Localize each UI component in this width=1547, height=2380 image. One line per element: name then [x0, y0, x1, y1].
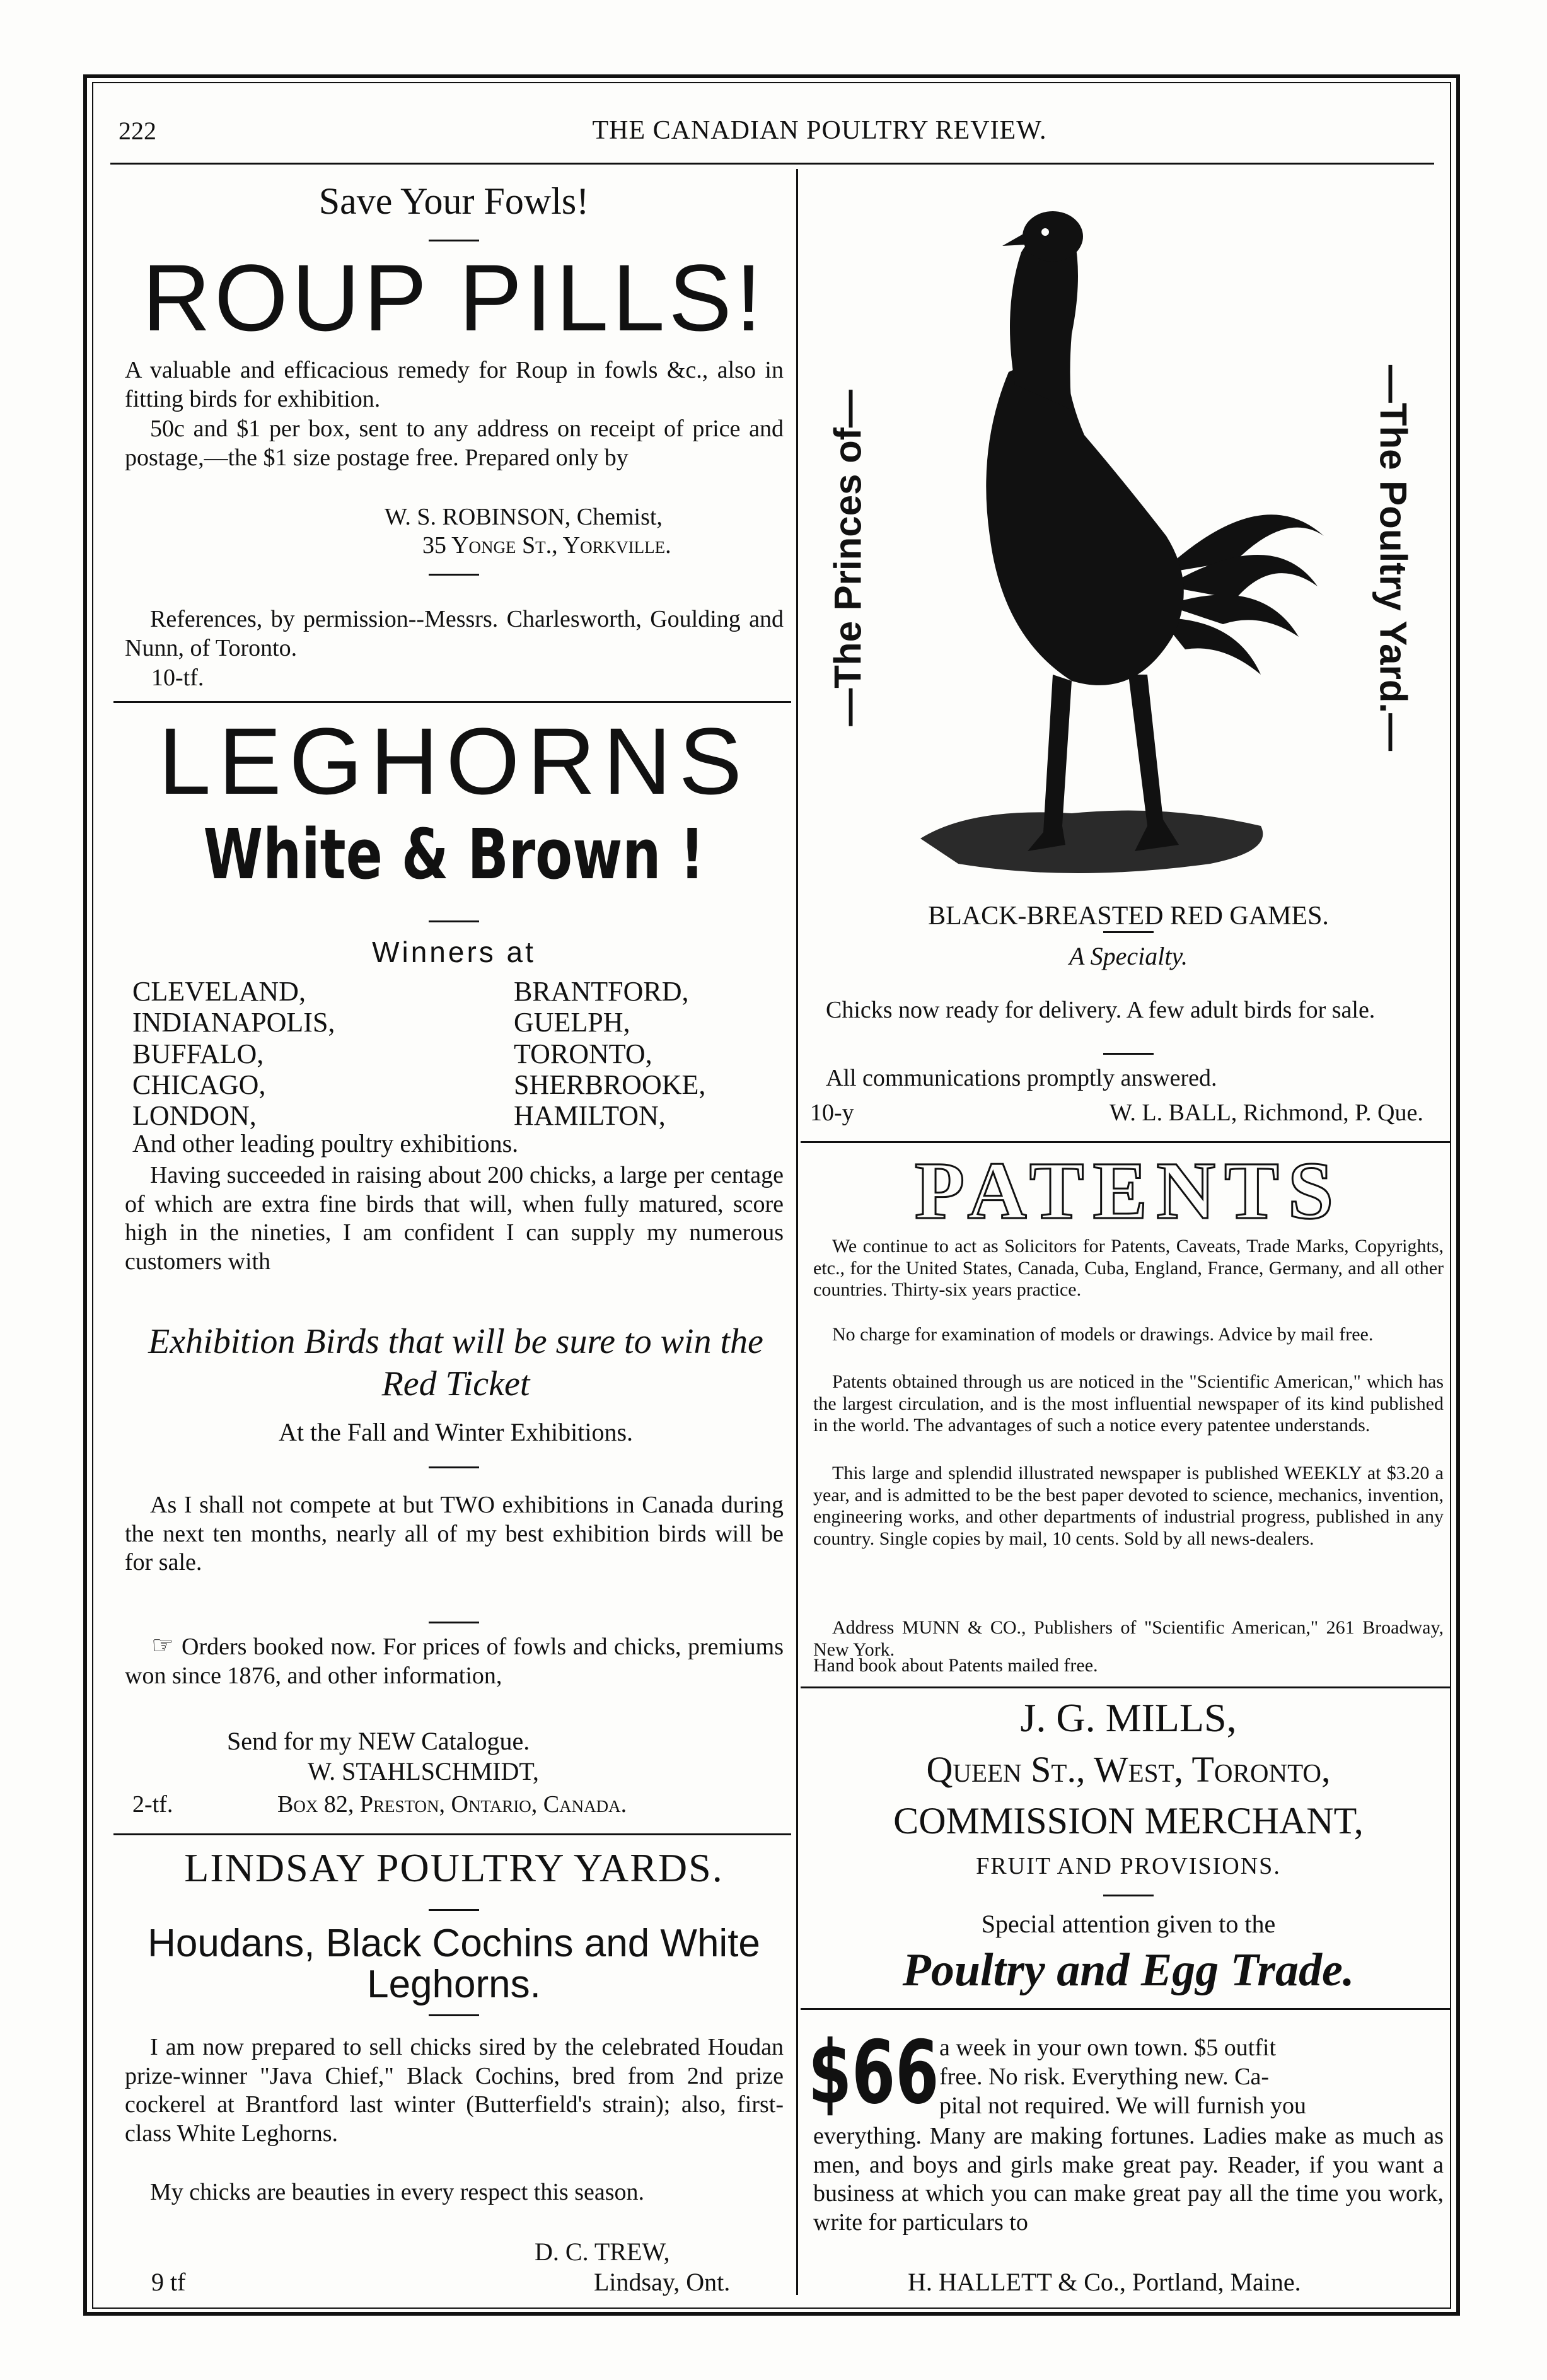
- games-specialty: A Specialty.: [1069, 942, 1188, 970]
- divider: [429, 1622, 479, 1623]
- roup-description: A valuable and efficacious remedy for Roup in fowls &c., also in fitting birds for exhibition.: [125, 357, 784, 412]
- patents-p4: This large and splendid illustrated newspaper is published WEEKLY at $3.20 a year, and is admitted to be the best paper devoted to science, mechanics, invention, engineering works, and other departments of industrial progress, published in any country. Single copies by mail, 10 cents. Sold by all news-dealers.: [813, 1463, 1444, 1549]
- city: TORONTO,: [514, 1038, 652, 1069]
- games-caption: BLACK-BREASTED RED GAMES.: [928, 902, 1329, 931]
- hallett-line2: free. No risk. Everything new. Ca-: [939, 2064, 1270, 2090]
- leghorns-seasons: At the Fall and Winter Exhibitions.: [278, 1418, 634, 1446]
- lindsay-headline: LINDSAY POULTRY YARDS.: [184, 1845, 724, 1890]
- lindsay-breeds: Houdans, Black Cochins and White Leghorns.: [148, 1922, 760, 2007]
- divider: [1103, 1895, 1154, 1896]
- cities-right: [514, 976, 785, 1131]
- mills-name: J. G. MILLS,: [1020, 1695, 1237, 1740]
- patents-p6: Hand book about Patents mailed free.: [813, 1655, 1098, 1676]
- mills-trade: Poultry and Egg Trade.: [902, 1944, 1355, 1996]
- pointing-hand-icon: ☞: [151, 1631, 174, 1659]
- games-code: 10-y: [810, 1100, 854, 1126]
- divider: [1103, 931, 1154, 933]
- city: CHICAGO,: [132, 1069, 266, 1100]
- hallett-seller: H. HALLETT & Co., Portland, Maine.: [908, 2268, 1301, 2296]
- city: LONDON,: [132, 1100, 257, 1132]
- games-seller: W. L. BALL, Richmond, P. Que.: [1110, 1100, 1423, 1126]
- section-rule: [801, 1141, 1450, 1143]
- roup-chemist: W. S. ROBINSON, Chemist,: [385, 504, 663, 530]
- divider: [1103, 1053, 1154, 1055]
- lindsay-code: 9 tf: [151, 2268, 186, 2296]
- section-rule: [801, 1686, 1450, 1688]
- roup-references: References, by permission--Messrs. Charlesworth, Goulding and Nunn, of Toronto.: [125, 606, 784, 661]
- divider: [429, 240, 479, 241]
- games-communications: All communications promptly answered.: [826, 1065, 1217, 1091]
- mills-role: COMMISSION MERCHANT,: [893, 1800, 1364, 1842]
- divider: [429, 1466, 479, 1468]
- patents-p3: Patents obtained through us are noticed in the "Scientific American," which has the largest circulation, and is the most influential newspaper of its kind published in the world. The advantages of such a notice every patentee understands.: [813, 1371, 1444, 1436]
- divider: [429, 920, 479, 922]
- winners-heading: Winners at: [372, 936, 536, 968]
- section-rule: [801, 2008, 1450, 2010]
- leghorns-para2: As I shall not compete at but TWO exhibitions in Canada during the next ten months, nearly all of my best exhibition birds will be for sale.: [125, 1492, 784, 1576]
- hallett-line3: pital not required. We will furnish you: [939, 2093, 1306, 2119]
- page-title: THE CANADIAN POULTRY REVIEW.: [592, 116, 1047, 145]
- divider: [429, 1909, 479, 1911]
- section-rule: [113, 701, 791, 703]
- city: CLEVELAND,: [132, 976, 306, 1007]
- patents-p5: Address MUNN & CO., Publishers of "Scientific American," 261 Broadway, New York.: [813, 1617, 1444, 1660]
- leghorns-orders: Orders booked now. For prices of fowls and chicks, premiums won since 1876, and other information,: [125, 1634, 784, 1689]
- mills-goods: FRUIT AND PROVISIONS.: [976, 1853, 1281, 1879]
- roup-tagline: Save Your Fowls!: [318, 180, 589, 222]
- roup-address: 35 Yonge St., Yorkville.: [422, 532, 671, 559]
- mills-street: Queen St., West, Toronto,: [926, 1749, 1331, 1790]
- patents-p1: We continue to act as Solicitors for Patents, Caveats, Trade Marks, Copyrights, etc., for the United States, Canada, Cuba, England, France, Germany, and all other countries. Thirty-six years practice.: [813, 1236, 1444, 1300]
- hallett-big-figure: $66: [808, 2022, 939, 2123]
- patents-headline: PATENTS: [914, 1146, 1343, 1236]
- leghorns-catalogue: Send for my NEW Catalogue.: [227, 1727, 530, 1755]
- hallett-body: everything. Many are making fortunes. Ladies make as much as men, and boys and girls make great pay. Reader, if you want a business at which you can make great pay all the time you work, write for particulars to: [813, 2123, 1444, 2236]
- lindsay-seller: D. C. TREW,: [535, 2238, 670, 2266]
- leghorns-headline: LEGHORNS: [158, 708, 750, 814]
- divider: [429, 574, 479, 576]
- lindsay-body: I am now prepared to sell chicks sired by the celebrated Houdan prize-winner "Java Chief," Black Cochins, bred from 2nd prize cockerel at Brantford last winter (Butterfield's strain); also, first-class White Leghorns.: [125, 2034, 784, 2147]
- city: BUFFALO,: [132, 1038, 264, 1069]
- leghorns-code: 2-tf.: [132, 1791, 173, 1818]
- roup-headline: ROUP PILLS!: [142, 245, 766, 351]
- side-caption-right: —The Poultry Yard.—: [1372, 364, 1415, 752]
- lindsay-town: Lindsay, Ont.: [594, 2268, 731, 2296]
- header-rule: [110, 163, 1434, 165]
- game-rooster-illustration: [883, 183, 1362, 895]
- patents-p2: No charge for examination of models or drawings. Advice by mail free.: [832, 1324, 1374, 1345]
- city: SHERBROOKE,: [514, 1069, 706, 1100]
- cities-left: [132, 976, 460, 1131]
- hallett-line1: a week in your own town. $5 outfit: [939, 2035, 1277, 2061]
- side-caption-left: —The Princes of—: [826, 390, 869, 726]
- leghorns-box: Box 82, Preston, Ontario, Canada.: [277, 1791, 627, 1818]
- column-separator: [796, 169, 798, 2295]
- city: BRANTFORD,: [514, 976, 689, 1007]
- roup-pricing: 50c and $1 per box, sent to any address on receipt of price and postage,—the $1 size postage free. Prepared only by: [125, 415, 784, 471]
- divider: [429, 2014, 479, 2016]
- city: INDIANAPOLIS,: [132, 1007, 335, 1038]
- city: GUELPH,: [514, 1007, 630, 1038]
- leghorns-para1: Having succeeded in raising about 200 chicks, a large per centage of which are extra fine birds that will, when fully matured, score high in the nineties, I am confident I can supply my numerous customers with: [125, 1162, 784, 1275]
- section-rule: [113, 1833, 791, 1835]
- lindsay-body2: My chicks are beauties in every respect this season.: [150, 2179, 645, 2205]
- page-number: 222: [119, 117, 156, 145]
- roup-code: 10-tf.: [151, 665, 204, 691]
- city: HAMILTON,: [514, 1100, 666, 1132]
- games-chicks: Chicks now ready for delivery. A few adult birds for sale.: [826, 997, 1376, 1023]
- leghorns-slogan: Exhibition Birds that will be sure to win the Red Ticket: [148, 1322, 763, 1404]
- leghorns-seller: W. STAHLSCHMIDT,: [308, 1757, 539, 1785]
- mills-attention: Special attention given to the: [981, 1910, 1276, 1938]
- leghorns-subhead: White & Brown !: [203, 814, 705, 895]
- leghorns-other: And other leading poultry exhibitions.: [132, 1129, 519, 1158]
